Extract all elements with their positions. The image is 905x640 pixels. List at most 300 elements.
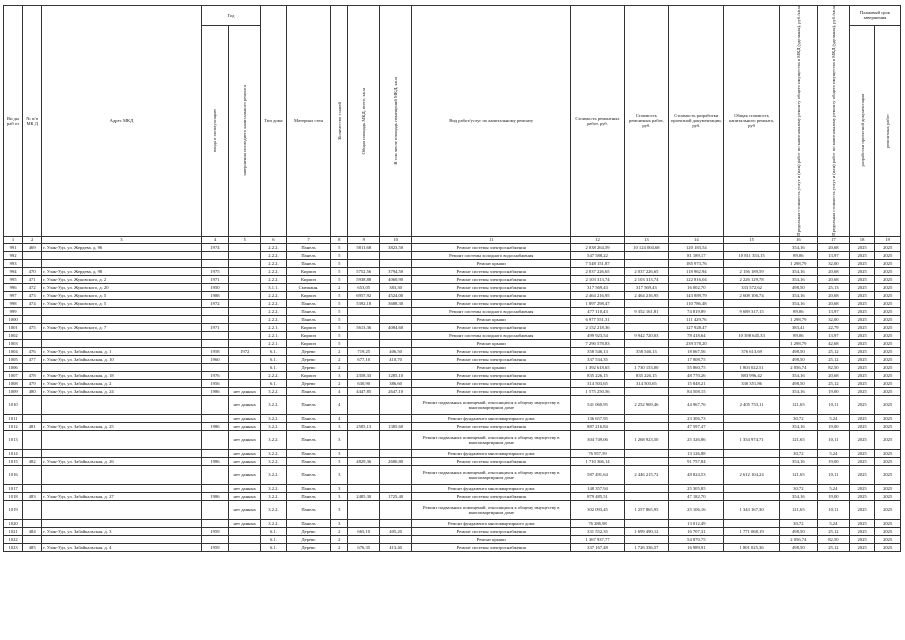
cell-year-last-repair (229, 275, 261, 283)
cell-living-area: 3688,30 (380, 299, 412, 307)
cell-limit-cost: 5,24 (817, 519, 849, 527)
cell-unit-cost: 354,16 (779, 387, 817, 395)
cell-year-commission (201, 331, 229, 339)
cell-mkd-number (23, 500, 42, 519)
cell-deadline-docs: 2025 (849, 484, 875, 492)
cell-repair-cost: 76 286,98 (571, 519, 624, 527)
cell-repair-cost-total: 2 103 313,74 (624, 275, 669, 283)
cell-mkd-number: 473 (23, 291, 42, 299)
cell-deadline-docs: 2025 (849, 379, 875, 387)
cell-work-type: Ремонт системы электроснабжения (412, 347, 571, 355)
cell-unit-cost: 498,50 (779, 283, 817, 291)
table-row (4, 291, 901, 299)
cell-living-area (380, 363, 412, 371)
cell-year-last-repair: нет данных (229, 457, 261, 465)
cell-work-type: Ремонт подвальных помещений, относящихся к общему имуществу в многоквартирном доме (412, 465, 571, 484)
cell-work-type: Ремонт системы электроснабжения (412, 543, 571, 551)
cell-year-commission: 1986 (201, 422, 229, 430)
cell-design-cost: 15 848,21 (669, 379, 724, 387)
cell-limit-cost: 20,68 (817, 275, 849, 283)
cell-mkd-number: 471 (23, 275, 42, 283)
cell-limit-cost: 10,11 (817, 430, 849, 449)
cell-mkd-number: 472 (23, 283, 42, 291)
cell-design-cost: 48 824,53 (669, 465, 724, 484)
table-row (4, 323, 901, 331)
cell-work-id: 994 (4, 267, 23, 275)
cell-wall-material: Панель (286, 315, 331, 323)
cell-house-type: 2.2.2. (261, 315, 287, 323)
cell-deadline-works: 2025 (875, 307, 901, 315)
cell-year-last-repair (229, 267, 261, 275)
cell-mkd-number (23, 519, 42, 527)
cell-year-commission (201, 500, 229, 519)
cell-mkd-number (23, 307, 42, 315)
column-number: 17 (817, 236, 849, 243)
cell-floors: 3 (331, 519, 348, 527)
cell-design-cost: 91 757,84 (669, 457, 724, 465)
cell-limit-cost: 25,13 (817, 283, 849, 291)
cell-year-last-repair (229, 259, 261, 267)
cell-repair-cost: 1 367 937,77 (571, 535, 624, 543)
cell-mkd-number: 470 (23, 267, 42, 275)
cell-house-type: 2.2.1. (261, 323, 287, 331)
cell-repair-cost-total: 1 268 923,50 (624, 430, 669, 449)
cell-unit-cost: 354,16 (779, 267, 817, 275)
cell-address: г. Улан-Удэ, ул. Забайкальская, д. 18 (42, 371, 201, 379)
cell-deadline-docs: 2025 (849, 527, 875, 535)
cell-deadline-docs: 2025 (849, 449, 875, 457)
cell-total-cost: 2 612 104,24 (724, 465, 779, 484)
cell-living-area (380, 339, 412, 347)
cell-wall-material: Панель (286, 449, 331, 457)
cell-address: г. Улан-Удэ, ул. Забайкальская, д. 26 (42, 457, 201, 465)
cell-deadline-docs: 2025 (849, 371, 875, 379)
table-row (4, 422, 901, 430)
table-row (4, 465, 901, 484)
column-number-row (4, 236, 901, 243)
cell-total-area: 5392,18 (348, 299, 380, 307)
cell-repair-cost: 136 657,95 (571, 414, 624, 422)
cell-year-last-repair (229, 363, 261, 371)
header-limit-cost: Предельная стоимость услуг и (или) работ по капитальному ремонту общего имущества в МКД (удельная), руб./кв.м (817, 6, 849, 237)
cell-limit-cost: 10,11 (817, 395, 849, 414)
header-num-mkd: № п/п МК Д (23, 6, 42, 237)
cell-repair-cost: 317 569,43 (571, 283, 624, 291)
cell-unit-cost: 1 298,79 (779, 259, 817, 267)
cell-repair-cost: 2 038 264,59 (571, 243, 624, 251)
cell-unit-cost: 354,16 (779, 371, 817, 379)
cell-design-cost: 84 508,15 (669, 387, 724, 395)
column-number: 8 (331, 236, 348, 243)
cell-unit-cost: 383,41 (779, 323, 817, 331)
table-row (4, 363, 901, 371)
cell-wall-material: Дерево (286, 347, 331, 355)
cell-year-commission: 1971 (201, 275, 229, 283)
cell-house-type: 3.2.2. (261, 449, 287, 457)
cell-year-commission (201, 535, 229, 543)
cell-work-type: Ремонт системы электроснабжения (412, 267, 571, 275)
cell-living-area: 4524,00 (380, 291, 412, 299)
cell-wall-material: Смешанн. (286, 283, 331, 291)
cell-wall-material: Дерево (286, 379, 331, 387)
cell-work-id: 997 (4, 291, 23, 299)
cell-house-type: 3.1.1. (261, 283, 287, 291)
cell-repair-cost: 499 923,54 (571, 331, 624, 339)
header-deadline-works: ремонтных работ (875, 25, 901, 236)
cell-floors: 5 (331, 267, 348, 275)
cell-repair-cost-total (624, 484, 669, 492)
cell-work-type: Ремонт подвальных помещений, относящихся к общему имуществу в многоквартирном доме (412, 500, 571, 519)
cell-total-area (348, 500, 380, 519)
cell-total-area (348, 363, 380, 371)
cell-address: г. Улан-Удэ, ул. Забайкальская, д. 1 (42, 347, 201, 355)
cell-living-area (380, 449, 412, 457)
cell-limit-cost: 5,24 (817, 449, 849, 457)
cell-unit-cost: 121,65 (779, 430, 817, 449)
cell-design-cost: 122 816,04 (669, 275, 724, 283)
cell-unit-cost: 121,65 (779, 465, 817, 484)
cell-unit-cost: 498,50 (779, 527, 817, 535)
cell-address: г. Улан-Удэ, ул. Жуковского, д. 2 (42, 275, 201, 283)
cell-limit-cost: 25,12 (817, 527, 849, 535)
cell-work-id: 996 (4, 283, 23, 291)
cell-work-type: Ремонт фундамента многоквартирного дома (412, 449, 571, 457)
header-deadline-docs: разработки проектной документации (849, 25, 875, 236)
cell-mkd-number (23, 465, 42, 484)
cell-unit-cost: 30,72 (779, 414, 817, 422)
cell-year-last-repair: нет данных (229, 395, 261, 414)
cell-total-area (348, 430, 380, 449)
cell-house-type: 2.2.2. (261, 275, 287, 283)
cell-total-area (348, 414, 380, 422)
cell-limit-cost: 5,24 (817, 484, 849, 492)
table-row (4, 243, 901, 251)
cell-work-type: Ремонт крыши (412, 535, 571, 543)
cell-work-id: 1023 (4, 543, 23, 551)
cell-total-cost: 1 803 022,51 (724, 363, 779, 371)
cell-house-type: 3.2.2. (261, 387, 287, 395)
cell-year-last-repair: нет данных (229, 492, 261, 500)
cell-repair-cost: 6 977 551,31 (571, 315, 624, 323)
cell-living-area (380, 484, 412, 492)
cell-floors: 2 (331, 283, 348, 291)
cell-deadline-works: 2025 (875, 535, 901, 543)
cell-repair-cost: 1 710 366,14 (571, 457, 624, 465)
cell-total-area: 677,10 (348, 355, 380, 363)
header-year-last-repair: завершения последнего капитального ремонта (229, 25, 261, 236)
cell-house-type: 6.1. (261, 347, 287, 355)
cell-total-area: 630,90 (348, 379, 380, 387)
cell-address: г. Улан-Удэ, ул. Забайкальская, д. 3 (42, 527, 201, 535)
cell-mkd-number (23, 484, 42, 492)
cell-repair-cost-total (624, 422, 669, 430)
cell-work-id: 999 (4, 307, 23, 315)
cell-wall-material: Панель (286, 484, 331, 492)
cell-work-type: Ремонт системы электроснабжения (412, 387, 571, 395)
cell-repair-cost-total (624, 457, 669, 465)
cell-address: г. Улан-Удэ, ул. Жуковского, д. 7 (42, 323, 201, 331)
cell-house-type: 3.2.2. (261, 519, 287, 527)
cell-floors: 3 (331, 371, 348, 379)
cell-design-cost: 16 989,91 (669, 543, 724, 551)
cell-deadline-docs: 2025 (849, 315, 875, 323)
cell-work-id: 993 (4, 259, 23, 267)
cell-floors: 3 (331, 465, 348, 484)
cell-work-id: 1006 (4, 363, 23, 371)
cell-total-area: 6957,92 (348, 291, 380, 299)
table-row (4, 275, 901, 283)
cell-year-commission: 1986 (201, 492, 229, 500)
cell-design-cost: 47 597,47 (669, 422, 724, 430)
cell-mkd-number (23, 259, 42, 267)
cell-total-area (348, 395, 380, 414)
cell-design-cost: 111 429,76 (669, 315, 724, 323)
cell-living-area: 383,30 (380, 283, 412, 291)
table-row (4, 299, 901, 307)
cell-year-last-repair (229, 379, 261, 387)
cell-design-cost: 25 106,16 (669, 500, 724, 519)
cell-deadline-works: 2025 (875, 500, 901, 519)
cell-unit-cost: 30,72 (779, 449, 817, 457)
cell-repair-cost: 304 749,06 (571, 430, 624, 449)
cell-unit-cost: 354,16 (779, 492, 817, 500)
header-floors: Количество этажей (331, 6, 348, 237)
cell-design-cost: 55 860,75 (669, 363, 724, 371)
cell-work-id: 995 (4, 275, 23, 283)
cell-deadline-works: 2025 (875, 395, 901, 414)
cell-living-area: 3794,50 (380, 267, 412, 275)
cell-total-cost: 333 572,62 (724, 283, 779, 291)
cell-deadline-docs: 2025 (849, 535, 875, 543)
cell-deadline-works: 2025 (875, 414, 901, 422)
column-number: 11 (412, 236, 571, 243)
cell-design-cost: 48 770,26 (669, 371, 724, 379)
cell-year-last-repair (229, 307, 261, 315)
cell-work-type: Ремонт системы электроснабжения (412, 355, 571, 363)
header-total-area: Общая площадь МКД, всего, кв.м (348, 6, 380, 237)
table-row (4, 492, 901, 500)
cell-work-id: 1021 (4, 527, 23, 535)
cell-deadline-works: 2025 (875, 484, 901, 492)
cell-deadline-docs: 2025 (849, 543, 875, 551)
cell-total-area (348, 307, 380, 315)
cell-limit-cost: 10,11 (817, 500, 849, 519)
cell-house-type: 6.1. (261, 543, 287, 551)
cell-floors: 5 (331, 275, 348, 283)
cell-work-id: 1017 (4, 484, 23, 492)
cell-living-area (380, 395, 412, 414)
cell-year-last-repair (229, 251, 261, 259)
table-row (4, 315, 901, 323)
cell-repair-cost: 587 491,64 (571, 465, 624, 484)
cell-year-commission: 1972 (201, 299, 229, 307)
cell-work-type: Ремонт системы электроснабжения (412, 275, 571, 283)
cell-wall-material: Панель (286, 243, 331, 251)
cell-total-cost: 10 398 645,33 (724, 331, 779, 339)
cell-year-last-repair (229, 283, 261, 291)
cell-house-type: 6.1. (261, 379, 287, 387)
cell-total-area: 653,05 (348, 283, 380, 291)
cell-work-type: Ремонт системы электроснабжения (412, 299, 571, 307)
cell-year-commission (201, 465, 229, 484)
cell-repair-cost-total: 1 699 490,12 (624, 527, 669, 535)
cell-year-commission: 1958 (201, 347, 229, 355)
cell-living-area (380, 259, 412, 267)
cell-address (42, 251, 201, 259)
cell-design-cost: 25 305,85 (669, 484, 724, 492)
cell-repair-cost-total (624, 355, 669, 363)
cell-mkd-number (23, 430, 42, 449)
cell-deadline-works: 2025 (875, 371, 901, 379)
cell-repair-cost: 887 216,84 (571, 422, 624, 430)
cell-house-type: 2.2.1. (261, 339, 287, 347)
cell-wall-material: Панель (286, 395, 331, 414)
cell-deadline-works: 2025 (875, 543, 901, 551)
cell-wall-material: Дерево (286, 543, 331, 551)
cell-total-area: 5613,36 (348, 323, 380, 331)
cell-unit-cost: 498,50 (779, 347, 817, 355)
table-row (4, 347, 901, 355)
cell-floors: 2 (331, 527, 348, 535)
table-row (4, 251, 901, 259)
cell-house-type: 3.2.2. (261, 395, 287, 414)
cell-design-cost: 13 012,49 (669, 519, 724, 527)
column-number: 14 (669, 236, 724, 243)
table-row (4, 414, 901, 422)
cell-living-area (380, 519, 412, 527)
cell-limit-cost: 10,11 (817, 465, 849, 484)
cell-mkd-number: 475 (23, 323, 42, 331)
cell-year-commission (201, 259, 229, 267)
cell-house-type: 2.2.2. (261, 251, 287, 259)
cell-living-area: 1285,10 (380, 371, 412, 379)
cell-year-last-repair (229, 299, 261, 307)
cell-address (42, 484, 201, 492)
cell-work-id: 1007 (4, 371, 23, 379)
column-number: 18 (849, 236, 875, 243)
table-row (4, 387, 901, 395)
cell-address (42, 414, 201, 422)
cell-repair-cost-total: 1 726 336,57 (624, 543, 669, 551)
cell-design-cost: 74 819,89 (669, 307, 724, 315)
header-living-area: В том числе площадь помещений МКД, кв.м (380, 6, 412, 237)
cell-work-id: 1010 (4, 395, 23, 414)
cell-repair-cost: 148 357,94 (571, 484, 624, 492)
cell-living-area (380, 251, 412, 259)
cell-living-area: 1725,40 (380, 492, 412, 500)
cell-house-type: 3.2.2. (261, 500, 287, 519)
cell-year-commission: 1971 (201, 323, 229, 331)
cell-address: г. Улан-Удэ, ул. Забайкальская, д. 4 (42, 543, 201, 551)
cell-total-area: 5938,88 (348, 275, 380, 283)
cell-deadline-docs: 2025 (849, 457, 875, 465)
cell-floors: 4 (331, 414, 348, 422)
cell-limit-cost: 19,00 (817, 457, 849, 465)
cell-address: г. Улан-Удэ, ул. Жуковского, д. 5 (42, 291, 201, 299)
cell-deadline-docs: 2025 (849, 387, 875, 395)
cell-total-cost: 9 689 317,15 (724, 307, 779, 315)
cell-repair-cost-total (624, 315, 669, 323)
cell-living-area: 2647,10 (380, 387, 412, 395)
cell-year-commission: 1986 (201, 387, 229, 395)
cell-total-cost (724, 519, 779, 527)
cell-deadline-docs: 2025 (849, 267, 875, 275)
cell-floors: 2 (331, 347, 348, 355)
cell-year-commission (201, 315, 229, 323)
cell-total-area: 665,10 (348, 527, 380, 535)
cell-repair-cost-total: 1 730 153,00 (624, 363, 669, 371)
cell-house-type: 6.1. (261, 535, 287, 543)
cell-house-type: 3.2.2. (261, 422, 287, 430)
cell-repair-cost-total (624, 299, 669, 307)
cell-address (42, 315, 201, 323)
cell-repair-cost-total (624, 492, 669, 500)
cell-deadline-works: 2025 (875, 291, 901, 299)
cell-living-area: 386,60 (380, 379, 412, 387)
cell-limit-cost: 42,68 (817, 339, 849, 347)
column-number: 19 (875, 236, 901, 243)
header-vid-rabot: Ви ды раб от (4, 6, 23, 237)
table-row (4, 449, 901, 457)
cell-design-cost: 13 126,88 (669, 449, 724, 457)
cell-deadline-works: 2025 (875, 347, 901, 355)
cell-year-commission (201, 519, 229, 527)
cell-repair-cost-total (624, 387, 669, 395)
cell-unit-cost: 498,50 (779, 355, 817, 363)
cell-wall-material: Кирпич (286, 323, 331, 331)
header-design-cost: Стоимость разработки проектной документации, руб. (669, 6, 724, 237)
cell-total-cost: 1 771 068,19 (724, 527, 779, 535)
cell-address (42, 500, 201, 519)
cell-work-id: 991 (4, 243, 23, 251)
column-number: 3 (42, 236, 201, 243)
cell-unit-cost: 354,16 (779, 275, 817, 283)
cell-total-area: 2358,33 (348, 371, 380, 379)
cell-house-type: 6.1. (261, 527, 287, 535)
cell-floors: 5 (331, 339, 348, 347)
cell-mkd-number (23, 331, 42, 339)
cell-total-area (348, 339, 380, 347)
cell-repair-cost-total (624, 339, 669, 347)
cell-deadline-docs: 2025 (849, 430, 875, 449)
cell-floors: 5 (331, 299, 348, 307)
cell-year-last-repair: нет данных (229, 500, 261, 519)
header-year-group: Год (201, 6, 261, 26)
cell-work-id: 1003 (4, 339, 23, 347)
cell-total-area (348, 449, 380, 457)
cell-house-type: 2.2.1. (261, 331, 287, 339)
cell-total-cost (724, 243, 779, 251)
cell-limit-cost: 25,12 (817, 347, 849, 355)
cell-mkd-number (23, 315, 42, 323)
cell-living-area (380, 315, 412, 323)
cell-wall-material: Панель (286, 457, 331, 465)
cell-deadline-works: 2025 (875, 355, 901, 363)
cell-limit-cost: 20,68 (817, 291, 849, 299)
cell-work-type: Ремонт системы холодного водоснабжения (412, 331, 571, 339)
cell-limit-cost: 13,97 (817, 331, 849, 339)
cell-work-id: 1009 (4, 387, 23, 395)
cell-total-area (348, 484, 380, 492)
cell-wall-material: Панель (286, 299, 331, 307)
cell-limit-cost: 20,68 (817, 243, 849, 251)
cell-year-last-repair: нет данных (229, 449, 261, 457)
cell-limit-cost: 19,00 (817, 492, 849, 500)
cell-house-type: 2.2.2. (261, 291, 287, 299)
cell-repair-cost: 1 575 250,56 (571, 387, 624, 395)
cell-deadline-docs: 2025 (849, 465, 875, 484)
cell-total-cost: 2 226 129,78 (724, 275, 779, 283)
